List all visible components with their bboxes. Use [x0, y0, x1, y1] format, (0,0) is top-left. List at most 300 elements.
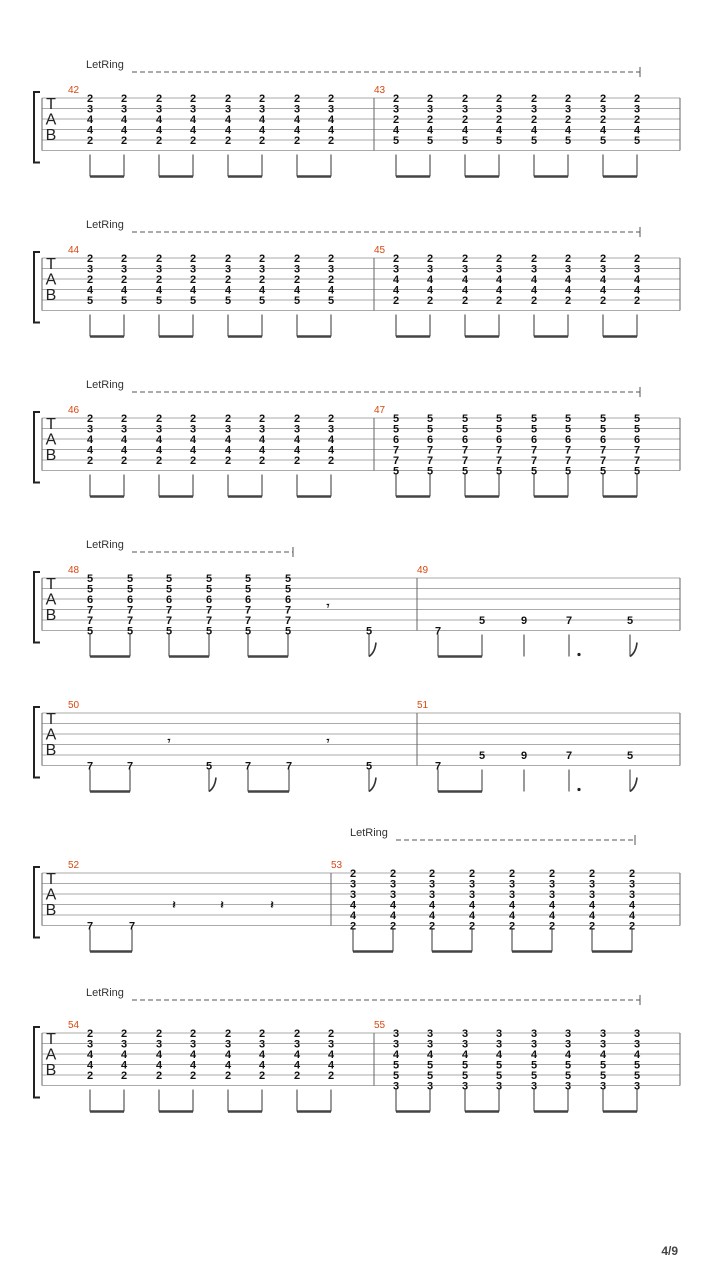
fret-number: 3 — [327, 263, 335, 276]
tab-clef-letter: A — [45, 886, 57, 904]
fret-number: 2 — [258, 1028, 266, 1040]
fret-number: 5 — [564, 135, 572, 147]
fret-number: 5 — [633, 413, 641, 425]
fret-number: 2 — [327, 274, 335, 286]
fret-number: 5 — [461, 135, 469, 147]
fret-number: 7 — [126, 760, 134, 773]
fret-number: 5 — [495, 423, 503, 436]
fret-number: 2 — [120, 93, 128, 105]
fret-number: 5 — [599, 465, 607, 478]
fret-number: 4 — [120, 124, 128, 137]
fret-number: 2 — [293, 1028, 301, 1040]
fret-number: 4 — [468, 899, 476, 912]
fret-number: 5 — [365, 760, 373, 773]
fret-number: 5 — [126, 625, 134, 638]
fret-number: 3 — [508, 878, 516, 891]
fret-number: 7 — [434, 625, 442, 638]
fret-number: 5 — [86, 625, 94, 638]
fret-number: 2 — [389, 868, 397, 880]
fret-number: 4 — [224, 1049, 232, 1061]
fret-number: 2 — [155, 455, 163, 467]
fret-number: 5 — [426, 423, 434, 436]
fret-number: 3 — [392, 1028, 400, 1040]
let-ring-label: LetRing — [86, 379, 124, 391]
fret-number: 7 — [86, 604, 94, 617]
fret-number: 5 — [244, 625, 252, 638]
fret-number: 7 — [284, 615, 292, 627]
fret-number: 3 — [564, 1028, 572, 1040]
measure-number: 53 — [331, 860, 343, 871]
fret-number: 3 — [120, 103, 128, 116]
fret-number: 5 — [564, 413, 572, 425]
fret-number: 3 — [633, 1038, 641, 1051]
fret-number: 2 — [327, 135, 335, 147]
fret-number: 4 — [293, 434, 301, 446]
fret-number: 4 — [349, 910, 357, 922]
fret-number: 2 — [224, 1070, 232, 1082]
fret-number: 4 — [327, 444, 335, 457]
fret-number: 3 — [389, 889, 397, 901]
tab-clef-letter: A — [45, 591, 57, 609]
fret-number: 3 — [495, 103, 503, 116]
tab-system — [34, 219, 680, 337]
fret-number: 4 — [599, 124, 607, 137]
fret-number: 3 — [461, 103, 469, 116]
fret-number: 2 — [633, 253, 641, 265]
fret-number: 2 — [564, 114, 572, 126]
fret-number: 2 — [327, 1070, 335, 1082]
fret-number: 3 — [599, 1038, 607, 1051]
fret-number: 5 — [495, 1059, 503, 1072]
fret-number: 2 — [495, 253, 503, 265]
rest-symbol: 𝄽 — [270, 899, 274, 912]
fret-number: 7 — [530, 455, 538, 467]
fret-number: 7 — [86, 615, 94, 627]
rest-symbol: 𝄽 — [172, 899, 176, 912]
fret-number: 4 — [120, 444, 128, 457]
fret-number: 7 — [126, 604, 134, 617]
fret-number: 3 — [426, 1038, 434, 1051]
fret-number: 4 — [564, 284, 572, 297]
fret-number: 3 — [428, 889, 436, 901]
tab-clef-letter: T — [46, 871, 56, 888]
fret-number: 4 — [293, 1059, 301, 1072]
fret-number: 3 — [468, 889, 476, 901]
tab-clef-letter: B — [45, 742, 57, 759]
fret-number: 6 — [165, 594, 173, 606]
fret-number: 2 — [530, 295, 538, 307]
fret-number: 3 — [86, 263, 94, 276]
fret-number: 5 — [126, 583, 134, 596]
fret-number: 4 — [392, 284, 400, 297]
fret-number: 7 — [599, 455, 607, 467]
fret-number: 5 — [392, 413, 400, 425]
fret-number: 2 — [633, 295, 641, 307]
fret-number: 4 — [495, 274, 503, 286]
fret-number: 5 — [599, 1059, 607, 1072]
fret-number: 4 — [120, 434, 128, 446]
fret-number: 6 — [126, 594, 134, 606]
fret-number: 5 — [120, 295, 128, 307]
fret-number: 5 — [564, 1059, 572, 1072]
fret-number: 3 — [588, 878, 596, 891]
fret-number: 3 — [293, 423, 301, 436]
fret-number: 5 — [495, 1070, 503, 1082]
fret-number: 4 — [426, 284, 434, 297]
fret-number: 2 — [258, 1070, 266, 1082]
fret-number: 4 — [155, 124, 163, 137]
fret-number: 2 — [461, 253, 469, 265]
fret-number: 5 — [189, 295, 197, 307]
fret-number: 4 — [258, 1059, 266, 1072]
fret-number: 3 — [564, 103, 572, 116]
fret-number: 2 — [189, 253, 197, 265]
fret-number: 4 — [628, 899, 636, 912]
fret-number: 3 — [633, 103, 641, 116]
fret-number: 7 — [565, 750, 573, 762]
fret-number: 2 — [548, 868, 556, 880]
fret-number: 3 — [258, 1038, 266, 1051]
fret-number: 4 — [327, 124, 335, 137]
fret-number: 5 — [392, 465, 400, 478]
rest-symbol: 𝄾 — [326, 735, 330, 748]
fret-number: 5 — [244, 583, 252, 596]
fret-number: 2 — [633, 114, 641, 126]
measure-number: 54 — [68, 1020, 80, 1031]
fret-number: 3 — [564, 263, 572, 276]
fret-number: 5 — [392, 135, 400, 147]
fret-number: 2 — [155, 413, 163, 425]
fret-number: 5 — [426, 1059, 434, 1072]
fret-number: 4 — [508, 899, 516, 912]
fret-number: 3 — [86, 103, 94, 116]
tab-system — [34, 987, 680, 1112]
fret-number: 4 — [86, 444, 94, 457]
fret-number: 4 — [468, 910, 476, 922]
fret-number: 3 — [530, 1080, 538, 1093]
fret-number: 4 — [564, 1049, 572, 1061]
fret-number: 3 — [564, 1038, 572, 1051]
fret-number: 2 — [461, 93, 469, 105]
fret-number: 5 — [461, 1059, 469, 1072]
fret-number: 3 — [628, 889, 636, 901]
fret-number: 2 — [327, 455, 335, 467]
tab-clef-letter: T — [46, 1031, 56, 1048]
fret-number: 4 — [258, 284, 266, 297]
fret-number: 5 — [86, 573, 94, 585]
fret-number: 7 — [461, 444, 469, 457]
fret-number: 2 — [327, 1028, 335, 1040]
fret-number: 4 — [120, 114, 128, 126]
fret-number: 2 — [628, 868, 636, 880]
fret-number: 3 — [628, 878, 636, 891]
fret-number: 3 — [224, 103, 232, 116]
tab-clef-letter: A — [45, 726, 57, 744]
measure — [417, 700, 637, 792]
fret-number: 5 — [165, 625, 173, 638]
fret-number: 4 — [633, 124, 641, 137]
fret-number: 2 — [86, 455, 94, 467]
fret-number: 2 — [327, 253, 335, 265]
fret-number: 3 — [426, 1028, 434, 1040]
fret-number: 4 — [628, 910, 636, 922]
fret-number: 3 — [548, 878, 556, 891]
fret-number: 5 — [165, 573, 173, 585]
fret-number: 7 — [434, 760, 442, 773]
fret-number: 5 — [461, 465, 469, 478]
fret-number: 5 — [293, 295, 301, 307]
fret-number: 4 — [327, 1049, 335, 1061]
fret-number: 3 — [327, 103, 335, 116]
fret-number: 2 — [86, 1028, 94, 1040]
tab-clef-letter: T — [46, 416, 56, 433]
fret-number: 7 — [244, 760, 252, 773]
let-ring-label: LetRing — [350, 827, 388, 839]
fret-number: 4 — [389, 910, 397, 922]
fret-number: 2 — [428, 920, 436, 933]
fret-number: 2 — [564, 93, 572, 105]
fret-number: 9 — [520, 750, 528, 762]
fret-number: 3 — [495, 1028, 503, 1040]
fret-number: 4 — [189, 114, 197, 126]
fret-number: 3 — [530, 103, 538, 116]
fret-number: 4 — [293, 284, 301, 297]
fret-number: 2 — [189, 455, 197, 467]
fret-number: 4 — [599, 284, 607, 297]
fret-number: 2 — [599, 253, 607, 265]
fret-number: 4 — [508, 910, 516, 922]
fret-number: 2 — [530, 253, 538, 265]
fret-number: 2 — [86, 93, 94, 105]
fret-number: 5 — [478, 615, 486, 627]
fret-number: 6 — [244, 594, 252, 606]
fret-number: 5 — [495, 465, 503, 478]
fret-number: 5 — [599, 413, 607, 425]
tab-system — [34, 827, 680, 952]
fret-number: 2 — [428, 868, 436, 880]
fret-number: 5 — [495, 135, 503, 147]
fret-number: 2 — [224, 455, 232, 467]
fret-number: 2 — [426, 114, 434, 126]
fret-number: 2 — [392, 295, 400, 307]
fret-number: 4 — [633, 274, 641, 286]
fret-number: 2 — [426, 295, 434, 307]
measure — [68, 1020, 335, 1112]
note-flag — [630, 643, 637, 657]
rest-symbol: 𝄾 — [326, 600, 330, 613]
measure-number: 48 — [68, 565, 80, 576]
fret-number: 2 — [327, 93, 335, 105]
fret-number: 6 — [284, 594, 292, 606]
measure — [68, 860, 274, 952]
fret-number: 3 — [392, 103, 400, 116]
tab-clef-letter: A — [45, 431, 57, 449]
fret-number: 4 — [293, 114, 301, 126]
fret-number: 4 — [327, 434, 335, 446]
fret-number: 5 — [633, 135, 641, 147]
fret-number: 4 — [392, 124, 400, 137]
fret-number: 2 — [588, 920, 596, 933]
fret-number: 5 — [530, 423, 538, 436]
fret-number: 4 — [293, 124, 301, 137]
tab-clef-letter: B — [45, 127, 57, 144]
fret-number: 7 — [205, 604, 213, 617]
fret-number: 7 — [565, 615, 573, 627]
fret-number: 3 — [155, 423, 163, 436]
fret-number: 2 — [426, 93, 434, 105]
fret-number: 3 — [327, 1038, 335, 1051]
fret-number: 2 — [120, 274, 128, 286]
fret-number: 2 — [86, 253, 94, 265]
fret-number: 2 — [224, 1028, 232, 1040]
fret-number: 5 — [564, 423, 572, 436]
fret-number: 6 — [461, 434, 469, 446]
fret-number: 3 — [189, 263, 197, 276]
fret-number: 2 — [564, 253, 572, 265]
fret-number: 3 — [392, 1038, 400, 1051]
measure — [331, 860, 636, 952]
fret-number: 2 — [564, 295, 572, 307]
tab-system — [34, 700, 680, 792]
fret-number: 5 — [530, 135, 538, 147]
fret-number: 4 — [349, 899, 357, 912]
fret-number: 3 — [155, 263, 163, 276]
fret-number: 3 — [461, 1028, 469, 1040]
fret-number: 4 — [86, 284, 94, 297]
fret-number: 4 — [461, 274, 469, 286]
rest-symbol: 𝄾 — [167, 735, 171, 748]
fret-number: 2 — [293, 1070, 301, 1082]
measure-number: 52 — [68, 860, 80, 871]
fret-number: 2 — [327, 413, 335, 425]
system-bracket — [34, 572, 40, 643]
fret-number: 5 — [426, 135, 434, 147]
fret-number: 6 — [205, 594, 213, 606]
fret-number: 7 — [495, 455, 503, 467]
fret-number: 7 — [564, 455, 572, 467]
fret-number: 5 — [155, 295, 163, 307]
tab-clef-letter: A — [45, 271, 57, 289]
fret-number: 4 — [258, 444, 266, 457]
fret-number: 5 — [392, 1070, 400, 1082]
tab-clef-letter: B — [45, 1062, 57, 1079]
fret-number: 6 — [530, 434, 538, 446]
fret-number: 2 — [293, 455, 301, 467]
fret-number: 4 — [530, 124, 538, 137]
fret-number: 7 — [128, 920, 136, 933]
tab-clef-letter: B — [45, 902, 57, 919]
fret-number: 3 — [588, 889, 596, 901]
fret-number: 2 — [155, 1070, 163, 1082]
fret-number: 4 — [392, 1049, 400, 1061]
fret-number: 2 — [189, 135, 197, 147]
tab-clef-letter: B — [45, 287, 57, 304]
fret-number: 3 — [258, 103, 266, 116]
fret-number: 2 — [258, 274, 266, 286]
note-flag — [209, 778, 216, 792]
fret-number: 4 — [86, 1059, 94, 1072]
fret-number: 3 — [155, 103, 163, 116]
fret-number: 3 — [530, 1028, 538, 1040]
fret-number: 5 — [564, 465, 572, 478]
fret-number: 2 — [349, 868, 357, 880]
fret-number: 5 — [224, 295, 232, 307]
fret-number: 4 — [389, 899, 397, 912]
fret-number: 7 — [126, 615, 134, 627]
fret-number: 2 — [508, 868, 516, 880]
fret-number: 5 — [633, 1070, 641, 1082]
fret-number: 3 — [461, 263, 469, 276]
measure-number: 45 — [374, 245, 386, 256]
fret-number: 3 — [86, 1038, 94, 1051]
fret-number: 3 — [349, 878, 357, 891]
fret-number: 4 — [426, 124, 434, 137]
fret-number: 4 — [461, 284, 469, 297]
fret-number: 4 — [155, 444, 163, 457]
fret-number: 3 — [349, 889, 357, 901]
tab-clef-letter: A — [45, 111, 57, 129]
fret-number: 7 — [599, 444, 607, 457]
fret-number: 4 — [426, 274, 434, 286]
fret-number: 5 — [633, 423, 641, 436]
fret-number: 3 — [548, 889, 556, 901]
fret-number: 5 — [205, 583, 213, 596]
fret-number: 3 — [120, 423, 128, 436]
measure — [374, 85, 641, 177]
fret-number: 5 — [284, 625, 292, 638]
fret-number: 4 — [530, 274, 538, 286]
fret-number: 3 — [530, 1038, 538, 1051]
fret-number: 4 — [189, 284, 197, 297]
fret-number: 7 — [86, 760, 94, 773]
fret-number: 2 — [495, 93, 503, 105]
fret-number: 3 — [224, 1038, 232, 1051]
fret-number: 2 — [155, 93, 163, 105]
fret-number: 2 — [189, 274, 197, 286]
let-ring-label: LetRing — [86, 219, 124, 231]
fret-number: 7 — [564, 444, 572, 457]
fret-number: 2 — [495, 295, 503, 307]
fret-number: 2 — [461, 114, 469, 126]
fret-number: 4 — [120, 284, 128, 297]
fret-number: 3 — [468, 878, 476, 891]
fret-number: 4 — [189, 444, 197, 457]
fret-number: 4 — [120, 1059, 128, 1072]
fret-number: 2 — [468, 920, 476, 933]
fret-number: 4 — [189, 1049, 197, 1061]
fret-number: 7 — [284, 604, 292, 617]
fret-number: 3 — [495, 1038, 503, 1051]
fret-number: 2 — [599, 93, 607, 105]
fret-number: 3 — [599, 103, 607, 116]
tab-system — [34, 539, 680, 657]
fret-number: 4 — [548, 899, 556, 912]
fret-number: 5 — [86, 295, 94, 307]
measure-number: 55 — [374, 1020, 386, 1031]
fret-number: 4 — [258, 124, 266, 137]
fret-number: 4 — [564, 124, 572, 137]
measure-number: 46 — [68, 405, 80, 416]
tab-clef-letter: B — [45, 607, 57, 624]
fret-number: 4 — [224, 124, 232, 137]
system-bracket — [34, 252, 40, 323]
fret-number: 2 — [189, 413, 197, 425]
fret-number: 6 — [392, 434, 400, 446]
fret-number: 4 — [224, 434, 232, 446]
let-ring-label: LetRing — [86, 987, 124, 999]
fret-number: 5 — [327, 295, 335, 307]
fret-number: 7 — [392, 455, 400, 467]
